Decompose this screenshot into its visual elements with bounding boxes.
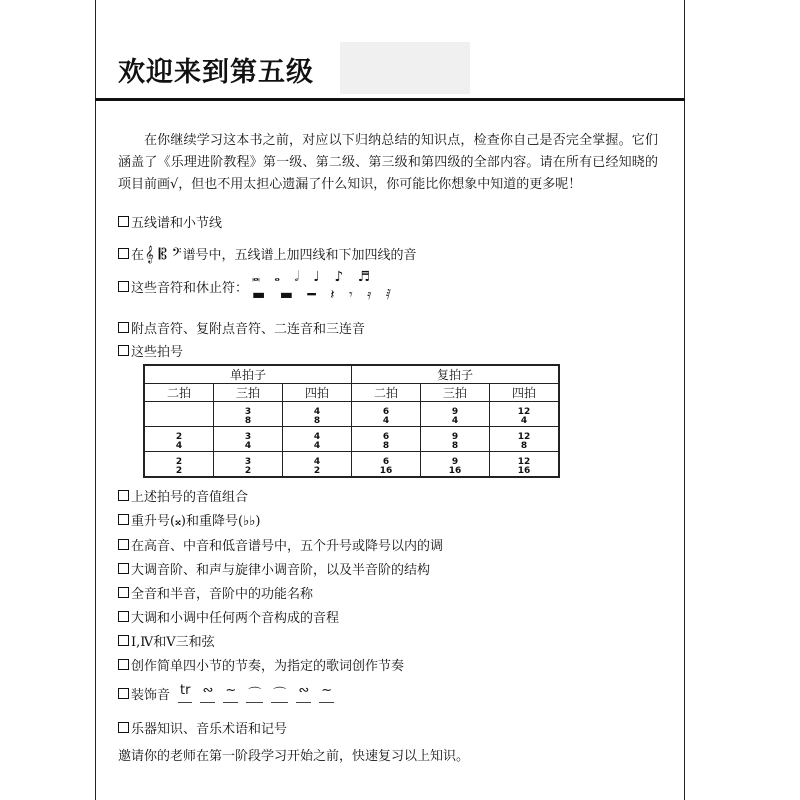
bleed-through-mark — [340, 42, 470, 94]
rest-icons: ▬ ▬ ━ 𝄽 𝄾 𝄿 𝅀 — [252, 287, 397, 303]
note-icons: 𝅜 𝅝 𝅗𝅥 ♩ ♪ ♬ — [252, 269, 376, 285]
intro-paragraph: 在你继续学习这本书之前，对应以下归纳总结的知识点，检查你自己是否完全掌握。它们涵盖了《乐理进阶教程》第一级、第二级、第三级和第四级的全部内容。请在所有已经知晓的项目前画√，但也不用太担心遗漏了什么知识，你可能比你想象中知道的更多呢！ — [118, 133, 658, 192]
checklist-item-triads — [118, 631, 215, 650]
time-signature-table — [143, 364, 560, 478]
column-header: 二拍 — [144, 384, 214, 402]
item-label: 这些音符和休止符： — [131, 280, 249, 296]
time-sig-bottom: 2 — [175, 465, 183, 476]
time-signature-cell — [421, 402, 490, 427]
column-header: 四拍 — [283, 384, 352, 402]
item-label: 五线谱和小节线 — [131, 216, 223, 231]
turn-icon: ∾ — [200, 683, 215, 703]
mordent-icon: ~ — [223, 683, 238, 703]
checklist-item-ornaments — [118, 683, 334, 703]
time-sig-top: 3 — [244, 456, 252, 467]
time-signature — [518, 458, 531, 476]
time-signature-cell — [490, 427, 560, 452]
slur-icon: ⌒ — [246, 683, 263, 703]
checkbox[interactable] — [118, 563, 129, 574]
time-sig-bottom: 4 — [175, 440, 183, 451]
checkbox[interactable] — [118, 216, 129, 227]
time-signature — [452, 408, 458, 426]
checkbox[interactable] — [118, 722, 129, 733]
time-sig-bottom: 8 — [451, 440, 459, 451]
column-header: 三拍 — [214, 384, 283, 402]
time-sig-top: 9 — [451, 406, 459, 417]
time-sig-top: 3 — [244, 406, 252, 417]
group-header: 单拍子 — [144, 365, 352, 384]
time-sig-top: 4 — [313, 431, 321, 442]
time-signature-cell — [352, 452, 421, 478]
time-signature-cell — [490, 452, 560, 478]
clef-icons: 𝄞 𝄡 𝄢 — [145, 244, 182, 263]
time-sig-top: 6 — [382, 406, 390, 417]
page-title: 欢迎来到第五级 — [118, 57, 314, 88]
time-signature-cell — [421, 452, 490, 478]
table-row — [144, 427, 559, 452]
column-header: 三拍 — [421, 384, 490, 402]
time-signature — [314, 458, 320, 476]
item-label: 附点音符、复附点音符、二连音和三连音 — [131, 322, 366, 337]
time-sig-top: 9 — [451, 431, 459, 442]
time-sig-bottom: 4 — [244, 440, 252, 451]
checklist-item-time-sigs — [118, 341, 183, 360]
item-label: 大调和小调中任何两个音构成的音程 — [131, 611, 340, 626]
time-signature-cell — [144, 402, 214, 427]
time-sig-top: 6 — [382, 431, 390, 442]
trill-icon: tr — [178, 683, 192, 703]
time-signature — [314, 408, 320, 426]
time-signature — [176, 458, 182, 476]
checklist-item-terms — [118, 718, 287, 737]
checklist-item-keys — [118, 535, 443, 554]
time-sig-top: 12 — [517, 431, 531, 442]
time-signature — [383, 433, 389, 451]
time-sig-top: 4 — [313, 406, 321, 417]
time-sig-bottom: 4 — [520, 415, 528, 426]
item-label: 大调音阶、和声与旋律小调音阶，以及半音阶的结构 — [131, 563, 431, 578]
checkbox[interactable] — [118, 281, 129, 292]
time-sig-top: 6 — [382, 456, 390, 467]
checkbox[interactable] — [118, 539, 129, 550]
checklist-item-dotted — [118, 318, 365, 337]
time-signature-cell — [144, 452, 214, 478]
time-signature — [176, 433, 182, 451]
time-signature — [245, 433, 251, 451]
time-sig-bottom: 16 — [517, 465, 531, 476]
time-signature — [518, 433, 531, 451]
time-sig-top: 4 — [313, 456, 321, 467]
title-rule — [95, 98, 685, 101]
group-header: 复拍子 — [352, 365, 560, 384]
checklist-item-scales — [118, 559, 430, 578]
mordent-icon: ~ — [319, 683, 334, 703]
checkbox[interactable] — [118, 611, 129, 622]
time-signature-cell — [214, 402, 283, 427]
checklist-item-intervals — [118, 607, 339, 626]
item-label: Ⅰ,Ⅳ和Ⅴ三和弦 — [131, 635, 215, 650]
item-label: 上述拍号的音值组合 — [131, 490, 249, 505]
checklist-item-staff — [118, 212, 222, 231]
checklist-item-double — [118, 510, 260, 529]
checkbox[interactable] — [118, 587, 129, 598]
checkbox[interactable] — [118, 659, 129, 670]
time-signature — [245, 408, 251, 426]
time-sig-bottom: 8 — [520, 440, 528, 451]
checklist-item-combos — [118, 486, 248, 505]
time-sig-top: 12 — [517, 456, 531, 467]
time-signature-cell — [283, 402, 352, 427]
time-signature — [452, 433, 458, 451]
item-label: 这些拍号 — [131, 345, 184, 360]
time-signature-cell — [283, 427, 352, 452]
checklist-item-notes — [118, 268, 396, 304]
item-label: 装饰音 — [131, 687, 171, 703]
time-signature-cell — [214, 452, 283, 478]
time-signature-cell — [421, 427, 490, 452]
time-signature — [245, 458, 251, 476]
slur-icon: ⌒ — [271, 683, 288, 703]
time-signature — [383, 408, 389, 426]
time-signature — [314, 433, 320, 451]
item-label: 重升号(𝄪)和重降号(♭♭) — [131, 514, 261, 529]
time-sig-bottom: 16 — [379, 465, 393, 476]
time-signature — [518, 408, 531, 426]
time-signature-cell — [283, 452, 352, 478]
time-sig-bottom: 8 — [244, 415, 252, 426]
time-signature-cell — [144, 427, 214, 452]
item-label: 创作简单四小节的节奏，为指定的歌词创作节奏 — [131, 659, 405, 674]
column-header: 二拍 — [352, 384, 421, 402]
time-signature — [449, 458, 462, 476]
checklist-item-rhythm — [118, 655, 404, 674]
ornament-icons — [178, 683, 334, 703]
item-label: 谱号中，五线谱上加四线和下加四线的音 — [182, 248, 417, 263]
time-sig-bottom: 8 — [382, 440, 390, 451]
checkbox[interactable] — [118, 490, 129, 501]
checkbox[interactable] — [118, 514, 129, 525]
time-sig-bottom: 16 — [448, 465, 462, 476]
time-sig-top: 2 — [175, 431, 183, 442]
checkbox[interactable] — [118, 345, 129, 356]
column-header: 四拍 — [490, 384, 560, 402]
time-signature-cell — [352, 402, 421, 427]
time-signature-cell — [352, 427, 421, 452]
footer-note: 邀请你的老师在第一阶段学习开始之前，快速复习以上知识。 — [118, 749, 470, 764]
time-sig-bottom: 8 — [313, 415, 321, 426]
time-sig-bottom: 4 — [451, 415, 459, 426]
note-and-rest-icons — [252, 268, 396, 304]
table-row — [144, 452, 559, 478]
item-label: 在 — [131, 248, 145, 263]
time-sig-bottom: 4 — [313, 440, 321, 451]
time-sig-top: 9 — [451, 456, 459, 467]
turn-icon: ∾ — [296, 683, 311, 703]
time-sig-top: 3 — [244, 431, 252, 442]
time-signature-cell — [214, 427, 283, 452]
checkbox[interactable] — [118, 635, 129, 646]
time-sig-top: 2 — [175, 456, 183, 467]
checklist-item-tones — [118, 583, 313, 602]
time-sig-top: 12 — [517, 406, 531, 417]
checkbox[interactable] — [118, 248, 129, 259]
checkbox[interactable] — [118, 322, 129, 333]
item-label: 在高音、中音和低音谱号中，五个升号或降号以内的调 — [131, 539, 444, 554]
time-sig-bottom: 2 — [244, 465, 252, 476]
time-signature — [380, 458, 393, 476]
checklist-item-ledger — [118, 244, 416, 263]
time-sig-bottom: 4 — [382, 415, 390, 426]
item-label: 全音和半音，音阶中的功能名称 — [131, 587, 314, 602]
time-sig-bottom: 2 — [313, 465, 321, 476]
checkbox[interactable] — [118, 688, 129, 699]
table-row — [144, 402, 559, 427]
item-label: 乐器知识、音乐术语和记号 — [131, 722, 288, 737]
time-signature-cell — [490, 402, 560, 427]
